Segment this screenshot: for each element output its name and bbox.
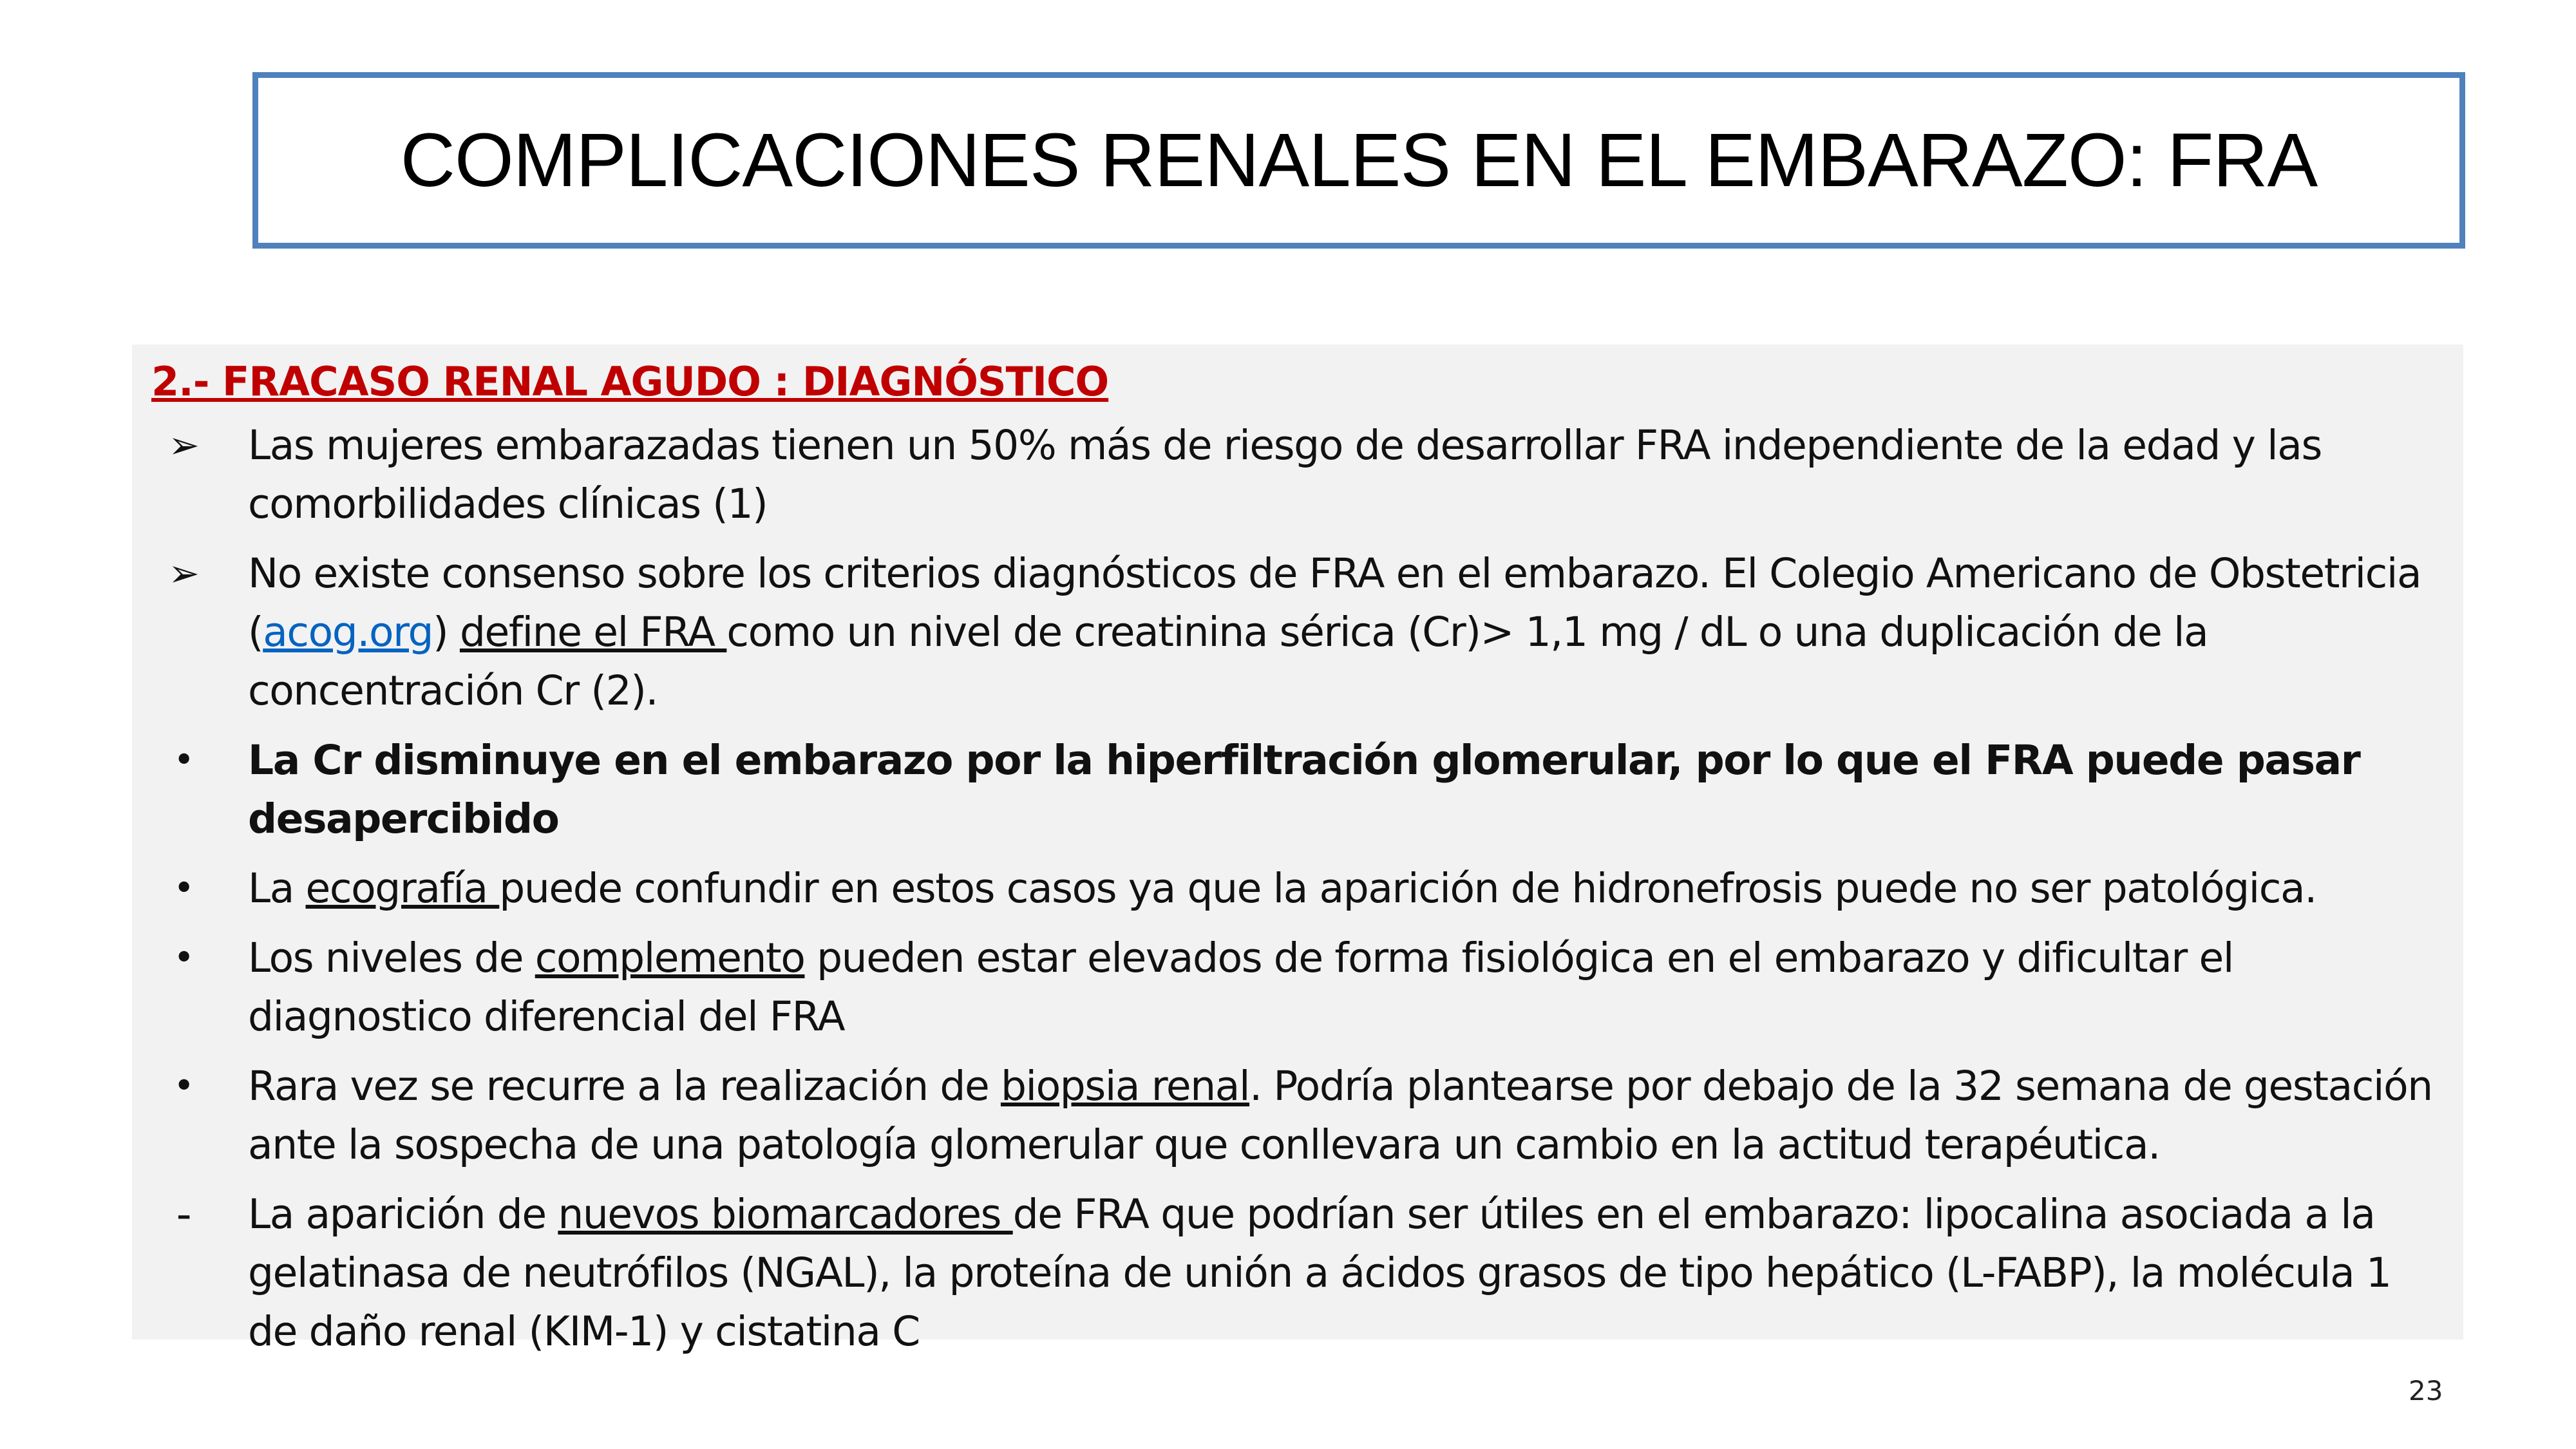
item-text-part: . Podría plantearse por debajo de la 32 semana de gestación ante la sospecha de una patología glomerular que conllevara un cambio en la actitud terapéutica. (248, 1062, 2432, 1168)
bullet-icon: • (173, 867, 194, 909)
item-text-part: pueden estar elevados de forma fisiológica en el embarazo y dificultar el diagnostico diferencial del FRA (248, 934, 2233, 1040)
item-text-part: Rara vez se recurre a la realización de (248, 1062, 1001, 1110)
underlined-term: ecografía (305, 864, 500, 912)
underlined-term: biopsia renal (1000, 1062, 1250, 1110)
item-text-part: La (248, 864, 306, 912)
slide-title: COMPLICACIONES RENALES EN EL EMBARAZO: FRA (400, 118, 2318, 203)
item-text (248, 544, 2444, 720)
arrow-bullet-icon: ➢ (168, 551, 199, 595)
title-box (252, 72, 2465, 249)
item-text (248, 1057, 2444, 1174)
bullet-icon: • (173, 1065, 194, 1107)
item-text: Las mujeres embarazadas tienen un 50% más de riesgo de desarrollar FRA independiente de la edad y las comorbilidades clínicas (1) (248, 421, 2322, 527)
content-panel (132, 345, 2463, 1355)
list-item (151, 544, 2444, 720)
item-text-part: Los niveles de (248, 934, 535, 981)
page-number: 23 (2409, 1375, 2443, 1406)
list-item (151, 859, 2444, 918)
list-item (151, 1185, 2444, 1361)
underlined-term: nuevos biomarcadores (558, 1190, 1013, 1238)
item-text-part: como un nivel de creatinina sérica (Cr)> 1,1 mg / dL o una duplicación de la concentración Cr (2). (248, 608, 2208, 714)
section-heading: 2.- FRACASO RENAL AGUDO : DIAGNÓSTICO (151, 358, 1109, 405)
item-text-part: La aparición de (248, 1190, 558, 1238)
list-item (151, 929, 2444, 1046)
underlined-term: complemento (535, 934, 805, 981)
item-text (248, 859, 2444, 918)
arrow-bullet-icon: ➢ (168, 422, 199, 467)
item-text-part: ) (433, 608, 460, 656)
dash-bullet-icon: - (176, 1189, 191, 1239)
acog-link[interactable]: acog.org (263, 608, 433, 656)
bullet-icon: • (173, 739, 194, 781)
item-text-part: No existe consenso sobre los criterios diagnósticos de FRA en el embarazo. El Colegio Americano de Obstetricia ( (248, 549, 2421, 656)
list-item (151, 731, 2444, 848)
item-text (248, 1185, 2444, 1361)
item-text-part: de FRA que podrían ser útiles en el embarazo: lipocalina asociada a la gelatinasa de neutrófilos (NGAL), la proteína de unión a ácidos grasos de tipo hepático (L-FABP), la molécula 1 de daño renal (KIM-1) y cistatina C (248, 1190, 2391, 1355)
item-text-part: puede confundir en estos casos ya que la aparición de hidronefrosis puede no ser patológica. (499, 864, 2316, 912)
item-text (248, 929, 2444, 1046)
list-item (151, 1057, 2444, 1174)
item-text-bold: La Cr disminuye en el embarazo por la hiperfiltración glomerular, por lo que el FRA puede pasar desapercibido (248, 736, 2360, 842)
bullet-icon: • (173, 936, 194, 979)
list-item (151, 416, 2444, 533)
underlined-term: define el FRA (459, 608, 727, 656)
